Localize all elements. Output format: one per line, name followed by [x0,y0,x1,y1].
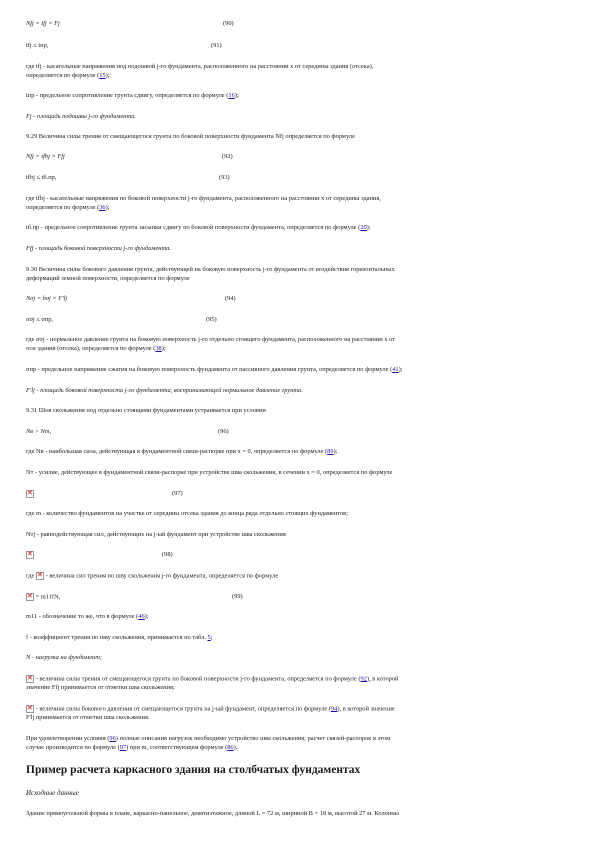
formula-link-41[interactable]: 41 [392,366,399,373]
text-line: случае производится по формуле (97) при m, соответствующем формуле (86). [26,744,238,751]
formula-link-36[interactable]: 36 [99,204,106,211]
formula-link-46[interactable]: 46 [138,613,145,620]
text-line: значение Ffj принимается от отметки шва скольжения; [26,684,175,691]
broken-image-icon [26,551,34,559]
text-line: F'lj - площадь боковой поверхности j-го фундамента, воспринимающей нормальное давление грунта. [26,387,303,394]
text-line: tпр - предельное сопротивление грунта сдвигу, определяется по формуле (16); [26,92,239,99]
text-line: m11 - обозначение то же, что в формуле (46); [26,613,149,620]
broken-image-icon [26,490,34,498]
formula-90: Nfj = tfj × Fj [26,20,60,27]
text-line: N - нагрузка на фундамент; [26,654,102,661]
text-line: tб.пр - предельное сопротивление грунта засыпки сдвигу по боковой поверхности фундамента, определяется по формуле (20); [26,224,371,231]
text-line: Ffj - площадь боковой поверхности j-го фундамента. [26,245,171,252]
formula-number-90: (90) [223,20,234,27]
formula-link-94[interactable]: 94 [330,705,338,713]
text-line: оси здания (отсека), определяется по формуле (38); [26,345,166,352]
text-line: где σσj - нормальное давление грунта на боковую поверхность j-го отдельно стоящего фундамента, расположенного на расстоянии x от [26,336,395,343]
formula-number-93: (93) [219,174,230,181]
formula-94: Nσj = bσj × F'lj [26,295,68,302]
formula-link-16[interactable]: 16 [228,92,235,99]
text-line: ✕ - величина силы трения от смещающегося грунта по боковой поверхности j-го фундамента, определяется по формуле (92), в которой [26,675,398,684]
formula-number-91: (91) [211,42,222,49]
text-line: Nтj - равнодействующая сил, действующих на j-ый фундамент при устройстве шва скольжения [26,531,286,538]
paragraph-9-29: 9.29 Величина силы трения от смещающегося грунта по боковой поверхности фундамента Nfj определяется по формуле [26,133,355,140]
formula-95: σσj ≤ σпр, [26,316,54,323]
text-line: f - коэффициент трения по шву скольжения, принимается по табл. 5; [26,634,213,641]
formula-link-86[interactable]: 86 [227,744,234,751]
paragraph-9-31: 9.31 Шов скольжения под отдельно стоящими фундаментами устраивается при условии [26,407,266,414]
formula-93: tfbj ≤ tб.пр, [26,174,57,181]
formula-98-image [26,551,34,560]
text-line: σпр - предельное напряжение сжатия на боковую поверхность фундамента от пассивного давления грунта, определяется по формуле (41); [26,366,403,373]
formula-link-96[interactable]: 96 [109,735,116,742]
text-line: где tfj - касательные напряжения под подошвой j-го фундамента, расположенного на расстоянии x от середины здания (отсека), [26,63,374,70]
text-line: где m - количество фундаментов на участке от середины отсека здания до конца ряда отдельно стоящих фундаментов; [26,510,348,517]
formula-link-15[interactable]: 15 [99,72,106,79]
broken-image-icon [26,593,34,601]
formula-number-96: (96) [218,428,229,435]
formula-link-20[interactable]: 20 [360,224,367,231]
text-line: ✕ - величина силы бокового давления от смещающегося грунта на j-ый фундамент, определяется по формуле (94), в которой значение [26,705,395,714]
broken-image-icon [26,675,34,683]
text-line: При удовлетворении условия (96) полные описания нагрузок необходимо устройство шва скольжения; расчет связей-распорок в этом [26,735,391,742]
formula-99: ✕ = m11fN, [26,593,60,602]
formula-link-89[interactable]: 89 [327,448,334,455]
formula-97-image [26,490,34,499]
subheading: Исходные данные [26,789,79,797]
text-line: где Nв - наибольшая сила, действующая в фундаментной связи-распорке при x = 0, определяется по формуле (89); [26,448,338,455]
broken-image-icon [26,705,34,713]
formula-number-97: (97) [172,490,183,497]
formula-link-97[interactable]: 97 [119,744,127,751]
table-link-5[interactable]: 5 [207,634,211,641]
text-line: где tfbj - касательные напряжения по боковой поверхности j-го фундамента, расположенного на расстоянии x от середины здания, [26,195,381,202]
formula-number-94: (94) [225,295,236,302]
text-line: F'lj принимается от отметки шва скольжения. [26,714,150,721]
formula-number-98: (98) [162,551,173,558]
formula-91: tfj ≤ tпр, [26,42,49,49]
formula-96: Nв > Nт, [26,428,52,435]
paragraph-9-30-cont: деформаций земной поверхности, определяется по формуле [26,275,190,282]
text-line: Здание прямоугольной формы в плане, каркасно-панельное, девятиэтажное, длиной L = 72 м, шириной B = 18 м, высотой 27 м. Колонны [26,810,399,817]
formula-number-92: (92) [222,153,233,160]
formula-link-92[interactable]: 92 [360,675,367,683]
section-heading: Пример расчета каркасного здания на столбчатых фундаментах [26,764,361,776]
formula-number-99: (99) [232,593,243,600]
paragraph-9-30: 9.30 Величина силы бокового давления грунта, действующей на боковую поверхность j-го фундамента от воздействия горизонтальных [26,266,395,273]
text-line: Fj - площадь подошвы j-го фундамента. [26,113,136,120]
formula-92: Nfj = tfbj × Ffj [26,153,65,160]
broken-image-icon [36,572,44,580]
text-line: Nт - усилие, действующее в фундаментной связи-распорке при устройстве шва скольжения, в сечении x = 0, определяется по формуле [26,469,393,476]
text-line: определяется по формуле (15); [26,72,110,79]
text-line: где ✕ - величина сил трения по шву скольжения j-го фундамента, определяется по формуле [26,572,278,581]
formula-number-95: (95) [206,316,217,323]
formula-link-38[interactable]: 38 [155,345,162,352]
text-line: определяется по формуле (36); [26,204,110,211]
